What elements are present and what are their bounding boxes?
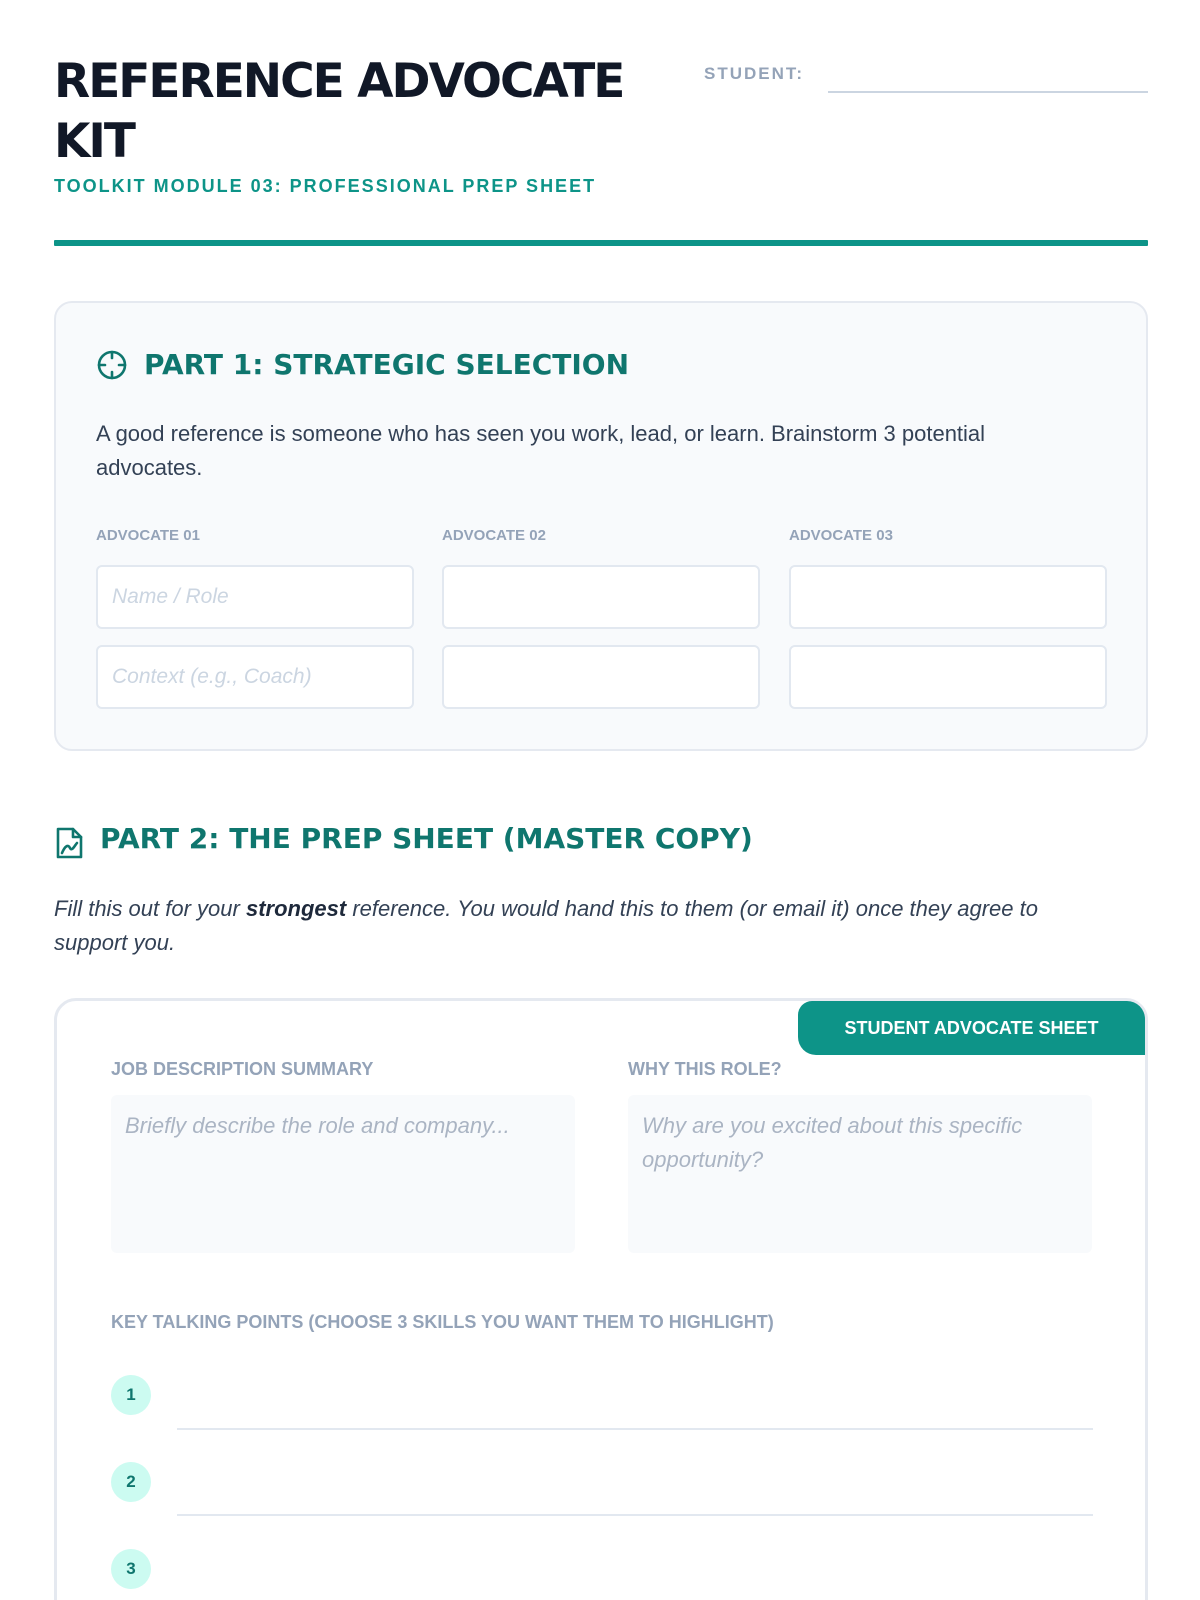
talking-point-1-line[interactable] — [177, 1428, 1093, 1430]
header — [54, 0, 1148, 248]
part2-description-post: reference. You would hand this to them (or email it) once they agree to support you. — [54, 896, 1038, 955]
advocate-02-name-input[interactable] — [442, 565, 760, 629]
advocate-01-context-input[interactable] — [96, 645, 414, 709]
student-name-line[interactable] — [828, 91, 1148, 93]
part1-title: PART 1: STRATEGIC SELECTION — [144, 348, 630, 381]
advocate-03-label: ADVOCATE 03 — [789, 527, 893, 544]
file-signature-icon — [54, 826, 84, 860]
why-this-role-input[interactable] — [628, 1095, 1092, 1253]
page-subtitle: TOOLKIT MODULE 03: PROFESSIONAL PREP SHEET — [54, 176, 597, 196]
advocate-01-name-input[interactable] — [96, 565, 414, 629]
advocate-03-context-input[interactable] — [789, 645, 1107, 709]
advocate-02-context-input[interactable] — [442, 645, 760, 709]
talking-point-2-line[interactable] — [177, 1514, 1093, 1516]
page — [54, 0, 1148, 1578]
part2-description-emphasis: strongest — [245, 896, 347, 921]
part2-title: PART 2: THE PREP SHEET (MASTER COPY) — [100, 822, 753, 855]
header-divider — [54, 240, 1148, 246]
part2-description-pre: Fill this out for your — [54, 896, 246, 921]
talking-point-2-number: 2 — [111, 1462, 151, 1502]
advocate-01-label: ADVOCATE 01 — [96, 527, 200, 544]
part1-description: A good reference is someone who has seen you work, lead, or learn. Brainstorm 3 potential advocates. — [96, 421, 986, 480]
student-advocate-sheet-badge: STUDENT ADVOCATE SHEET — [798, 1001, 1145, 1055]
crosshair-icon — [96, 349, 128, 381]
why-this-role-label: WHY THIS ROLE? — [628, 1059, 782, 1079]
prep-sheet-card — [54, 998, 1148, 1600]
student-label: STUDENT: — [704, 64, 805, 83]
job-description-input[interactable] — [111, 1095, 575, 1253]
talking-point-1-number: 1 — [111, 1375, 151, 1415]
part2-description — [54, 892, 1114, 960]
advocate-02-label: ADVOCATE 02 — [442, 527, 546, 544]
talking-point-3-number: 3 — [111, 1549, 151, 1589]
talking-points-label: KEY TALKING POINTS (CHOOSE 3 SKILLS YOU WANT THEM TO HIGHLIGHT) — [111, 1312, 774, 1332]
advocate-03-name-input[interactable] — [789, 565, 1107, 629]
part1-card — [54, 301, 1148, 751]
page-title: REFERENCE ADVOCATE KIT — [54, 54, 624, 169]
job-description-label: JOB DESCRIPTION SUMMARY — [111, 1059, 374, 1079]
